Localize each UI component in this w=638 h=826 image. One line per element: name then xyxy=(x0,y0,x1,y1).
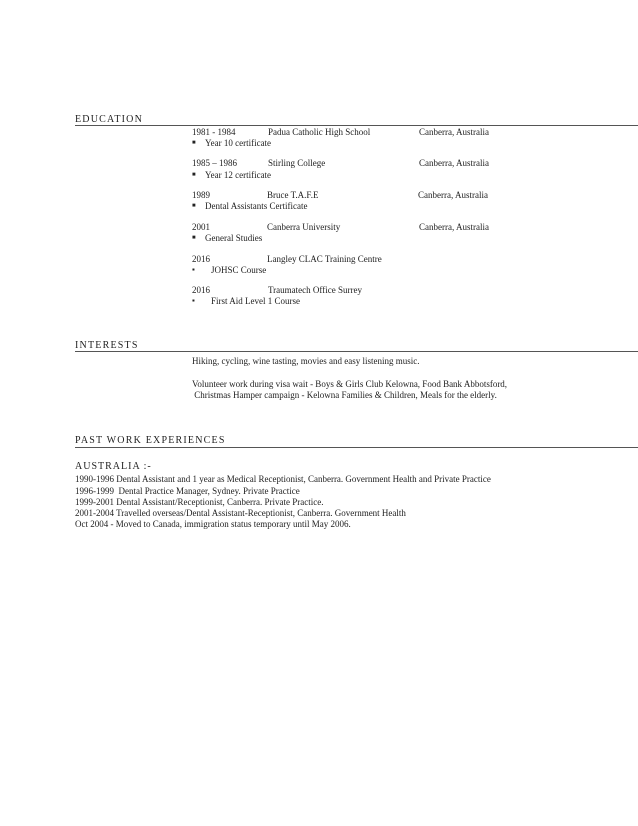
education-school: Traumatech Office Surrey xyxy=(268,285,362,295)
bullet-icon: ▪ xyxy=(192,265,195,274)
education-year: 1985 – 1986 xyxy=(192,158,237,168)
interests-heading: INTERESTS xyxy=(75,340,139,351)
education-location: Canberra, Australia xyxy=(418,190,488,200)
education-detail: Dental Assistants Certificate xyxy=(205,201,308,211)
education-detail: Year 10 certificate xyxy=(205,138,272,148)
bullet-icon: ■ xyxy=(192,172,196,178)
work-region: AUSTRALIA :- xyxy=(75,461,152,472)
education-year: 1981 - 1984 xyxy=(192,127,236,137)
education-location: Canberra, Australia xyxy=(419,127,489,137)
education-detail: Year 12 certificate xyxy=(205,170,272,180)
work-item: 1996-1999 Dental Practice Manager, Sydney. Private Practice xyxy=(75,486,300,496)
education-year: 2001 xyxy=(192,222,210,232)
bullet-icon: ■ xyxy=(192,140,196,146)
education-school: Canberra University xyxy=(267,222,341,232)
education-year: 1989 xyxy=(192,190,210,200)
work-item: Oct 2004 - Moved to Canada, immigration status temporary until May 2006. xyxy=(75,519,351,529)
bullet-icon: ▪ xyxy=(192,296,195,305)
work-divider xyxy=(75,447,638,448)
education-location: Canberra, Australia xyxy=(419,158,489,168)
education-school: Padua Catholic High School xyxy=(268,127,371,137)
work-heading: PAST WORK EXPERIENCES xyxy=(75,435,226,446)
interests-divider xyxy=(75,351,638,352)
education-detail: First Aid Level 1 Course xyxy=(211,296,300,306)
interests-hobbies: Hiking, cycling, wine tasting, movies and easy listening music. xyxy=(192,356,420,366)
education-detail: JOHSC Course xyxy=(211,265,267,275)
bullet-icon: ■ xyxy=(192,235,196,241)
interests-volunteer-line-2: Christmas Hamper campaign - Kelowna Families & Children, Meals for the elderly. xyxy=(192,390,497,400)
work-item: 1990-1996 Dental Assistant and 1 year as Medical Receptionist, Canberra. Government Health and Private Practice xyxy=(75,474,491,484)
education-school: Stirling College xyxy=(268,158,326,168)
education-year: 2016 xyxy=(192,285,210,295)
interests-volunteer-line-1: Volunteer work during visa wait - Boys & Girls Club Kelowna, Food Bank Abbotsford, xyxy=(192,379,508,389)
education-school: Langley CLAC Training Centre xyxy=(267,254,382,264)
education-heading: EDUCATION xyxy=(75,114,144,125)
education-divider xyxy=(75,125,638,126)
bullet-icon: ■ xyxy=(192,203,196,209)
education-location: Canberra, Australia xyxy=(419,222,489,232)
work-item: 2001-2004 Travelled overseas/Dental Assistant-Receptionist, Canberra. Government Health xyxy=(75,508,406,518)
education-year: 2016 xyxy=(192,254,210,264)
education-school: Bruce T.A.F.E xyxy=(267,190,319,200)
work-item: 1999-2001 Dental Assistant/Receptionist, Canberra. Private Practice. xyxy=(75,497,324,507)
education-detail: General Studies xyxy=(205,233,263,243)
